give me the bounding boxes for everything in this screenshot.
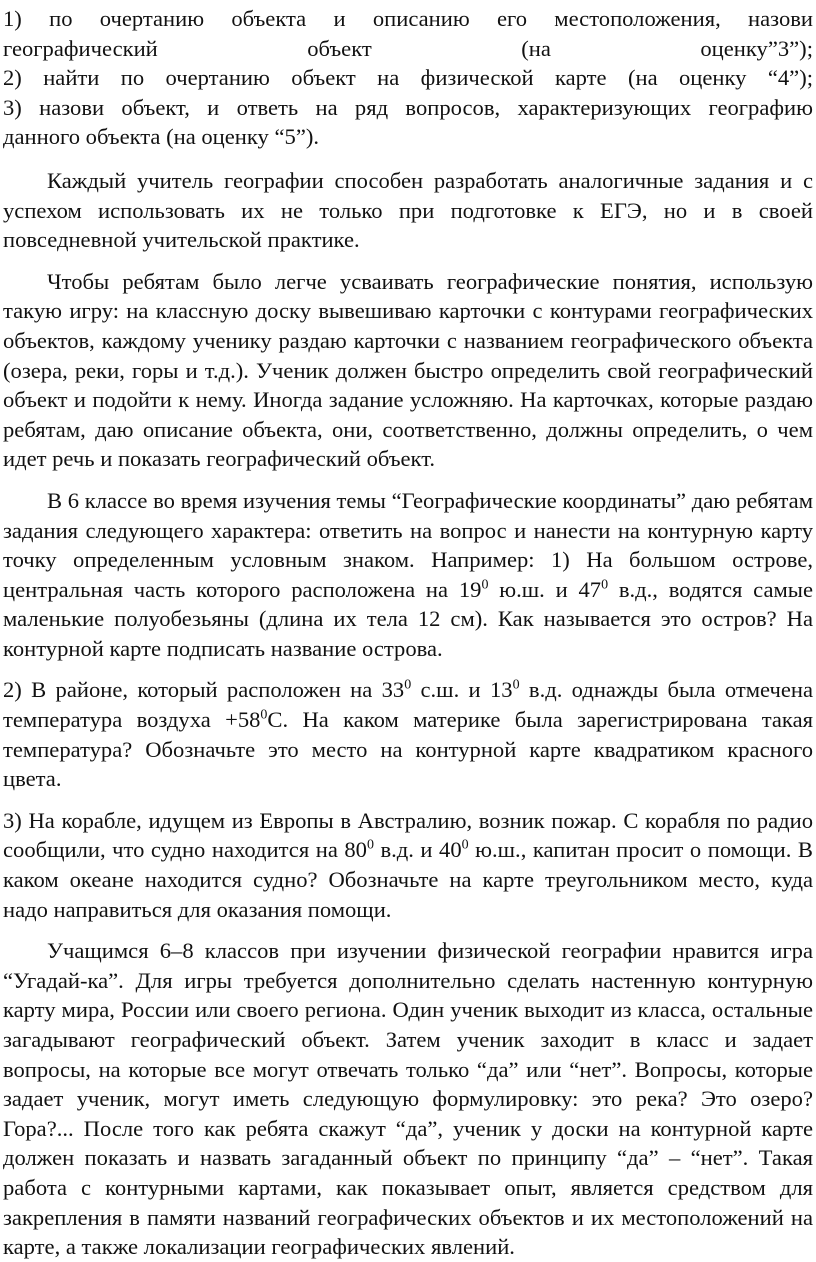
text-line: данного объекта (на оценку “5”). (3, 124, 320, 150)
text-run: ю.ш. и 47 (488, 576, 602, 602)
degree-superscript: 0 (601, 577, 609, 593)
text-run: в.д., водятся самые маленькие полуобезьяны (длина их тела 12 см). Как называется это остров? На контурной карте подписать название острова. (3, 576, 813, 661)
text-run: 3) На корабле, идущем из Европы в Австралию, возник пожар. С корабля по радио сообщили, что судно находится на 80 (3, 807, 813, 863)
coordinates-task-paragraph (3, 486, 813, 664)
degree-superscript: 0 (461, 837, 469, 853)
grading-criteria-paragraph (3, 4, 813, 152)
degree-superscript: 0 (260, 707, 268, 723)
text-line: географический объект (на оценку”3”); (3, 35, 813, 61)
text-run: в.д. однажды была отмечена температура воздуха +58 (3, 677, 814, 733)
degree-superscript: 0 (512, 677, 520, 693)
degree-superscript: 0 (404, 677, 412, 693)
text-run: ю.ш., капитан просит о помощи. В каком океане находится судно? Обозначьте на карте треугольником место, куда надо направиться для оказания помощи. (3, 837, 813, 922)
text-line: 3) назови объект, и ответь на ряд вопросов, характеризующих географию (3, 94, 813, 120)
text-run: в.д. и 40 (373, 837, 462, 863)
degree-superscript: 0 (481, 577, 489, 593)
cards-game-paragraph: Чтобы ребятам было легче усваивать географические понятия, использую такую игру: на классную доску вывешиваю карточки с контурами географических объектов, каждому ученику раздаю карточки с названием географического объекта (озера, реки, горы и т.д.). Ученик должен быстро определить свой географический объект и подойти к нему. Иногда задание усложняю. На карточках, которые раздаю ребятам, даю описание объекта, они, соответственно, должны определить, о чем идет речь и показать географический объект. (3, 268, 813, 472)
text-run: 2) В районе, который расположен на 33 (3, 677, 405, 703)
text-run: С. На каком материке была зарегистрирована такая температура? Обозначьте это место на контурной карте квадратиком красного цвета. (3, 707, 813, 792)
teacher-tasks-paragraph: Каждый учитель географии способен разработать аналогичные задания и с успехом использовать их не только при подготовке к ЕГЭ, но и в своей повседневной учительской практике. (3, 167, 813, 253)
text-line: 2) найти по очертанию объект на физической карте (на оценку “4”); (3, 65, 813, 91)
text-run: В 6 классе во время изучения темы “Географические координаты” даю ребятам задания следующего характера: ответить на вопрос и нанести на контурную карту точку определенным условным знаком. Например: 1) На большом острове, центральная часть которого расположена на 19 (3, 487, 813, 602)
guessing-game-paragraph: Учащимся 6–8 классов при изучении физической географии нравится игра “Угадай-ка”. Для игры требуется дополнительно сделать настенную контурную карту мира, России или своего региона. Один ученик выходит из класса, остальные загадывают географический объект. Затем ученик заходит в класс и задает вопросы, на которые все могут отвечать только “да” или “нет”. Вопросы, которые задает ученик, могут иметь следующую формулировку: это река? Это озеро? Гора?... После того как ребята скажут “да”, ученик у доски на контурной карте должен показать и назвать загаданный объект по принципу “да” – “нет”. Такая работа с контурными картами, как показывает опыт, является средством для закрепления в памяти названий географических объектов и их местоположений на карте, а также локализации географических явлений. (3, 938, 813, 1260)
text-line: 1) по очертанию объекта и описанию его местоположения, назови (3, 6, 813, 31)
temperature-task-paragraph (3, 675, 813, 793)
ship-task-paragraph (3, 806, 813, 924)
degree-superscript: 0 (366, 837, 374, 853)
text-run: с.ш. и 13 (411, 677, 513, 703)
